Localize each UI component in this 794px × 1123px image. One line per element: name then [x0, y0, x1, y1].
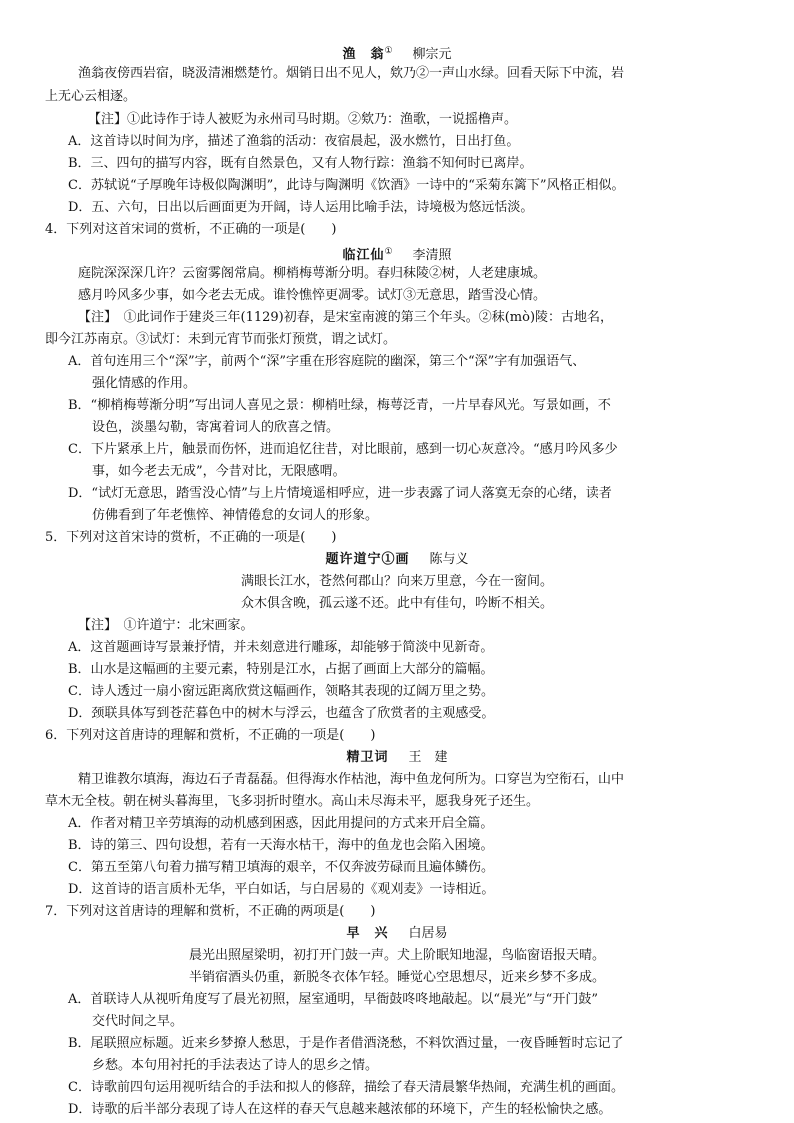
poem-title-line	[0, 748, 794, 768]
poem-line: 感月吟风多少事，如今老去无成。谁怜憔悴更凋零。试灯③无意思，踏雪没心情。	[78, 288, 547, 303]
note-line: 【注】 ①许道宁：北宋画家。	[78, 618, 254, 633]
option-b-cont: 乡愁。本句用衬托的手法表达了诗人的思乡之情。	[92, 1058, 379, 1073]
option-b: B．“柳梢梅萼渐分明”写出词人喜见之景：柳梢吐绿，梅萼泛青，一片早春风光。写景如画，不	[68, 398, 611, 413]
poem-line: 草木无全枝。朝在树头暮海里，飞多羽折时堕水。高山未尽海未平，愿我身死子还生。	[45, 794, 540, 809]
footnote-marker: ①	[384, 46, 393, 56]
option-a: A．这首诗以时间为序，描述了渔翁的活动：夜宿晨起，汲水燃竹，日出打鱼。	[68, 134, 520, 149]
note-line: 【注】①此诗作于诗人被贬为永州司马时期。②欸乃：渔歌，一说摇橹声。	[88, 112, 518, 127]
option-c: C．下片紧承上片，触景而伤怀，进而追忆往昔，对比眼前，感到一切心灰意冷。“感月吟风多少	[68, 442, 618, 457]
poem-line: 半销宿酒头仍重，新脱冬衣体乍轻。睡觉心空思想尽，近来乡梦不多成。	[188, 970, 605, 985]
option-a: A．首句连用三个“深”字，前两个“深”字重在形容庭院的幽深，第三个“深”字有加强语气、	[68, 354, 586, 369]
option-d: D．颈联具体写到苍茫暮色中的树木与浮云，也蕴含了欣赏者的主观感受。	[68, 706, 495, 721]
poem-title-line	[0, 924, 794, 944]
option-d-cont: 仿佛看到了年老憔悴、神情倦怠的女词人的形象。	[92, 508, 379, 523]
poem-line: 满眼长江水，苍然何郡山？向来万里意，今在一窗间。	[240, 574, 553, 589]
footnote-marker: ①	[384, 247, 393, 257]
poem-line: 庭院深深深几许？云窗雾阁常扃。柳梢梅萼渐分明。春归秣陵②树，人老建康城。	[78, 266, 547, 281]
option-c: C．诗歌前四句运用视听结合的手法和拟人的修辞，描绘了春天清晨繁华热闹，充满生机的画面。	[68, 1080, 624, 1095]
poem-line: 渔翁夜傍西岩宿，晓汲清湘燃楚竹。烟销日出不见人，欸乃②一声山水绿。回看天际下中流，岩	[78, 66, 625, 81]
question-4: 4．下列对这首宋词的赏析，不正确的一项是( )	[45, 222, 337, 237]
option-c: C．第五至第八句着力描写精卫填海的艰辛，不仅奔波劳碌而且遍体鳞伤。	[68, 860, 494, 875]
poem-author: 李清照	[412, 248, 452, 263]
option-a-cont: 强化情感的作用。	[92, 376, 197, 391]
option-c-cont: 事，如今老去无成”，今昔对比，无限感喟。	[92, 464, 346, 479]
question-7: 7．下列对这首唐诗的理解和赏析，不正确的两项是( )	[45, 904, 376, 919]
poem-author: 白居易	[408, 926, 448, 941]
option-b-cont: 设色，淡墨勾勒，寄寓着词人的欣喜之情。	[92, 420, 340, 435]
option-d: D．这首诗的语言质朴无华，平白如话，与白居易的《观刈麦》一诗相近。	[68, 882, 495, 897]
poem-title: 早 兴	[346, 926, 389, 941]
poem-line: 众木俱含晚，孤云遂不还。此中有佳句，吟断不相关。	[240, 596, 553, 611]
note-line: 【注】 ①此词作于建炎三年(1129)初春，是宋室南渡的第三个年头。②秣(mò)陵：古地名，	[78, 310, 614, 325]
poem-line: 上无心云相逐。	[45, 89, 137, 104]
question-5: 5．下列对这首宋诗的赏析，不正确的一项是( )	[45, 530, 337, 545]
option-d: D．诗歌的后半部分表现了诗人在这样的春天气息越来越浓郁的环境下，产生的轻松愉快之感。	[68, 1102, 612, 1117]
note-line: 即今江苏南京。③试灯：未到元宵节而张灯预赏，谓之试灯。	[45, 332, 397, 347]
option-c: C．诗人透过一扇小窗远距离欣赏这幅画作，领略其表现的辽阔万里之势。	[68, 684, 494, 699]
option-c: C．苏轼说“子厚晚年诗极似陶渊明”，此诗与陶渊明《饮酒》一诗中的“采菊东篱下”风格正相似。	[68, 178, 625, 193]
poem-author: 柳宗元	[412, 47, 452, 62]
poem-title-line	[0, 550, 794, 570]
poem-title: 渔 翁	[342, 47, 385, 62]
option-b: B．山水是这幅画的主要元素，特别是江水，占据了画面上大部分的篇幅。	[68, 662, 494, 677]
poem-author: 陈与义	[429, 552, 469, 567]
option-a: A．这首题画诗写景兼抒情，并未刻意进行雕琢，却能够于简淡中见新奇。	[68, 640, 494, 655]
poem-title: 精卫词	[346, 750, 389, 765]
poem-line: 晨光出照屋梁明，初打开门鼓一声。犬上阶眠知地湿，鸟临窗语报天晴。	[188, 948, 605, 963]
option-b: B．三、四句的描写内容，既有自然景色，又有人物行踪：渔翁不知何时已离岸。	[68, 156, 533, 171]
option-a: A．作者对精卫辛劳填海的动机感到困惑，因此用提问的方式来开启全篇。	[68, 816, 494, 831]
poem-title: 题许道宁①画	[325, 552, 410, 567]
poem-line: 精卫谁教尔填海，海边石子青磊磊。但得海水作枯池，海中鱼龙何所为。口穿岂为空衔石，山中	[78, 772, 625, 787]
question-6: 6．下列对这首唐诗的理解和赏析，不正确的一项是( )	[45, 728, 376, 743]
option-d: D．五、六句，日出以后画面更为开阔，诗人运用比喻手法，诗境极为悠远恬淡。	[68, 200, 534, 215]
option-a-cont: 交代时间之早。	[92, 1014, 184, 1029]
poem-title: 临江仙	[342, 248, 385, 263]
option-b: B．诗的第三、四句设想，若有一天海水枯干，海中的鱼龙也会陷入困境。	[68, 838, 494, 853]
poem-title-line	[0, 41, 794, 61]
poem-title-line	[0, 242, 794, 262]
option-a: A．首联诗人从视听角度写了晨光初照，屋室通明，早衙鼓咚咚地敲起。以“晨光”与“开门鼓”	[68, 992, 598, 1007]
option-b: B．尾联照应标题。近来乡梦撩人愁思，于是作者借酒浇愁，不料饮酒过量，一夜昏睡暂时忘记了	[68, 1036, 624, 1051]
poem-author: 王 建	[408, 750, 448, 765]
option-d: D．“试灯无意思，踏雪没心情”与上片情境遥相呼应，进一步表露了词人落寞无奈的心绪，读者	[68, 486, 612, 501]
